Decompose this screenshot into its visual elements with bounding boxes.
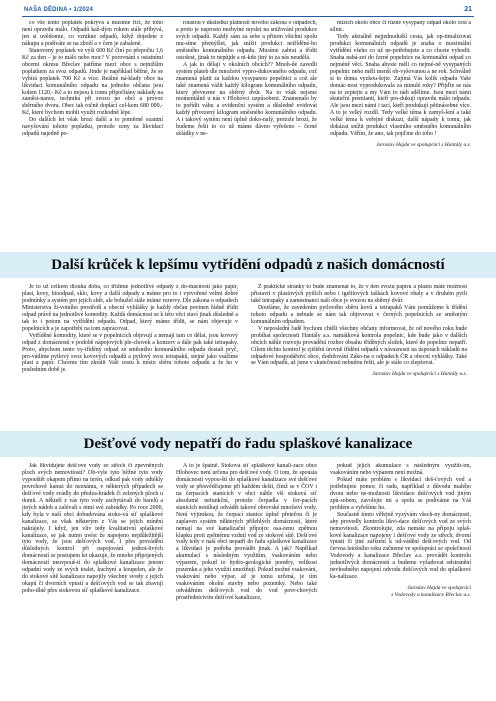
paragraph: Z praktické stránky to bude znamenat to, že v den svozu papíru a plastu máte možnost přistavit v plastových pytlích nebo i igelitových taškách kovové obaly a v druhém pytli také tetrapaky a zamestnanci naší obce je svezou na sběrný dvůr. [251,284,467,304]
article-2-columns [22,284,467,428]
article-3-signature [330,585,471,598]
article-2-column-1 [22,284,238,428]
article-3-columns [22,463,471,699]
paragraph: Stanovený poplatek ve výši 600 Kč činí po přepočtu 1,6 Kč za den – je to málo nebo moc? V porovnání s ostatními obcemi okresu Břeclav patříme mezi obce s nejnižším poplatkem za svoz odpadů. Jinde je například běžné, že se vybírá poplatek 700 Kč a více. Reálné ná-klady obce na likvidaci komunálního odpadu na jednoho občana jsou kolem 1120,- Kč a to nejsou k tomu připočítány náklady na zaměst-nance, techniku při svozu po obci a provoz sběrného dvora. Obec tak ročně doplácí cel-kem 680 000,- Kč, které bychom mohli využít rozhodně lépe. [22,47,163,117]
paragraph: roustou v důsledku platnosti nového zákona o odpadech, a proto je naprosto nezbytné myslet na snižování produkce svých odpadů. Každý sám za sebe a přitom všichni spolu mu-síme přemýšlet, jak snížit produkci netříděné-ho směsného komunálního odpadu. Musíme zabrat a třídit ostošest, jinak to nepůjde a ni-kdo jiný to za nás neudělá. [176,20,317,61]
article-2-title: Další krůček k lepšímu vytřídění odpadů z našich domácností [51,257,445,273]
article-3-title-band [0,431,496,457]
article-1-columns [22,20,471,252]
paragraph: co vše tento poplatek pokrývá a musíme říct, že toho není opravdu málo. Odpadů kaž-dým rokem stále přibývá, jen si uvědomte, co vznikne odpadů, když dojedete z nákupu a podíváte se na zboží a v čem je zabalené. [22,20,163,47]
paragraph: Doufáme, že zavedením pytlového sběru kovů a tetrapaků Vám pomůžeme k třídění tohoto odpadu a nebude se nám tak objevovat v černých popelnicích se směsným komunálním odpadem. [251,304,467,325]
signature-line: s Vodovody a kanalizace Břeclav a.s. [391,591,471,598]
paragraph: Pokud máte problém s likvidací deš-ťových vod a potřebujete pomoc či radu, například z důvodu malého dvora nebo ne-možnosti likvidace dešťových vod jiným způ-sobem, zavolejte mi a spolu se podíváme na Váš problém a vyřešíme ho. [330,476,471,511]
paragraph: Jak likvidujete dešťové vody ze střech či zpevněných ploch svých nemovitostí? Ob-vyle tyto běžné tyto vody vypouštět okapem přímo na terén, odkud pak vody odtékly povrchově kamsi do neznáma, v některých případech se dešťové vody svádly do předza-hrádek či zelených ploch u domů. A někteří z vás tyto vody zachytávali do barelů a jiných nádob a zalévali s nimi své zahrádky. Po roce 2000, kdy byla v naší obci dobudována stoko-vá síť splaškové kanalizace, se však některým z Vás se jejich mínění nakrájely. I když, jen vliv tedy kvalitativní splaškové kanalizace, se jak nutno uvést že napojeno nejdůležitější tyto vody, že jsou dešťových vod. I přes provádění důsledných kontrol při napojování jednot-livých domácností se postupem let ukazuje, že mnoho připojených domácností neuvpouš-tí do splaškové kanalizace jenom odpadní vody ze svých toalet, kuchyní a koupelen, ale že do stokové sítě kanalizace napojily všechny svody z jejich okapů či dvorních vpustí a dešťových vod se tak zbavují poho-dlně přes stokovou síť splaškové kanalizace. [22,463,163,595]
article-3-column-2 [176,463,317,699]
paragraph: Tedy aktuálně nejjednodušší cesta, jak op-timalizovat produkci komunálních odpadů je snaha o maximální vytřídění všeho co už ne-potřebujete a co chcete vyhodit. Snaha nahá-zet do černé popelnice na komunální odpad co nejméně věcí. Snaha abyste měli co nejmé-ně vysypaných popelnic nebo měli menší ob-vyšovanou a ne rok. Schválně si to doma vyzkou-šejte. Zajímá Vás kolik odpadu Vaše domác-nost vyprodukovala za minulé roky? Přijďte se nás na to zeptejte a my Vám to rádi sdělíme. Jsou mezi námi skuteční premianti, kteří pro-dukují opravdu málo odpadu. Ale jsou mezi námi i tací, kteří produkují pětinásobné více. A to je velký rozdíl. Tedy velké téma k zamyš-lení a také velké téma k veřejné diskuzi, další nápady k tomu, jak dokázat snížit produkci vlastního směsného komunálního odpadu. Věřím, že ano, tak pojďme do toho ! [330,33,471,138]
article-1-column-3 [330,20,471,252]
article-3-title: Dešťové vody nepatří do řadu splaškové kanalizace [83,436,413,452]
journal-name: NAŠA DĚDINA • 1/2024 [24,7,94,13]
page-number: 21 [464,6,472,13]
paragraph: Je to už celkem dlouhá doba, co třídíme jednotlivé odpady z do-mácností jako papír, plast, kovy, bioodpad, sklo, kovy a další odpady a máme pro to i vytvořené velmi dobré podmínky a systém pro jejich sběr, ale bohužel stále máme rezervy. Dle zákona o odpadech Ministerstva ži-votního prostředí a obecní vyhlášky je každý občan povinen řádně třídit odpad právě na jednotlivé komodity. Každá domácnost se k této věci staví jinak důsledně a tak to i potom na vytřídění odpadu. Odpad, který máme třídit, se nám objevuje v popelnicích a je zapotřebí na tom zapracovat. [22,284,238,332]
paragraph: A to je špatně. Stoková síť splaškové kanali-zace obce Hlohovec není určena pro dešťové vody. O tom, že spousta domácností vypou-ští do splaškové kanalizace své dešťové vody se přesvědčujeme při každém dešti, čímž se v ČOV i na čerpacích stanicích v obci náhle vši stoková síť absolutně nefunkční, protože čerpadla v čer-pacích stanicích nestíhají odvádět takové obrovské množství vody. Není výjimkou, že čerpací stanice úplně přetečou či je zaplaven systém některých přilehlých domácností, které nemají na své kanalizační přípojce osa-zenu zpětnou klapku proti zpětnému vzdutí vod ze stokové sítě. Dešťové vody tedy v naší obci nepatří do řadu splaškové kanalizace a likvidaci je potřeba provádět jinak. A jak? Napříkad akumulací s následným využitím, vsakováním nebo výparem, pokud to hydro-geologické poměry, velikost pozemku a jeho využití umožňují. Pokud možné vsakování, vsakování nebo výpar, až je tomu určená, je tím vsakováním okolní stavby nebo pozemky. Nebo také odváděním dešťových vod do vod povr-chových prostřednictvím dešťové kanalizace, [176,463,317,602]
running-header [22,4,474,16]
article-2-signature: Jaroslav Hajda ve spolupráci s Hantály a.s. [372,371,467,378]
article-1-signature: Jaroslav Hajda ve spolupráci s Hantály a.s. [376,142,471,149]
article-1-column-1 [22,20,163,252]
article-2-title-band [0,252,496,278]
paragraph: mizích okolo obce či různé vysypaný odpad okolo cest a silnic. [330,20,471,33]
paragraph: V neposlední řadě bychom chtěli všechny občany informovat, že od nového roku bude probíhat spolecnosti Hantály a.s. namátková kontrola popelnic, kde bude jako v dalších obcích náhle rozvoju provádění rozbor obsahu tříděných složek, které do popelnic nepatří. Cílem těchto kontrol je zjištění úrovně třídění odpadů v návaznosti na úsporách nákladů na odpadové hospodářství obce, dodržování Záko-na o odpadech ČR a obecní vyhlášky. Také se Vám odpadů, až jsme v skutečnosti nebudou řešit, ale je stále co zlepšovat. [251,325,467,367]
signature-line: Jaroslav Hajda ve spolupráci [407,585,471,592]
paragraph: Do dalších let však hrozí další a to poměrně ozantní navyšování tohoto poplatku, protože ceny za likvidaci odpadů najedně po- [22,117,163,138]
paragraph: Současně tímto věřejně vyzývám všech-ny domácnosti, aby provedly kontrolu likvi-dace dešťových vod ze svých nemovitostí. Zkontrolujte, zda nemáte na přípoju splaš-kové kanalizace napojeny i dešťové vody ze střech, dvorní vpusti či jiné zařízení k od-vádění dešťových vod. Od června letošního roku začneme ve spolupráci se společností Vodovody a kanalizace Břeclav a.s. provádět kontrolu jednotlivých domácností a budeme vyžadovat odstranění nevhodného napojení odvodu dešťových vod do splaškové ka-nalizace. [330,511,471,581]
article-2-column-2 [251,284,467,428]
article-3-column-1 [22,463,163,699]
paragraph: pokud jejich akumulace s následným využití-ím, vsakováním nebo výparem není možná. [330,463,471,476]
paragraph: Vytříděné komodity, které se v popelnicích objevují a nemají tam co dělat, jsou kovový odpad z domácností v podobě nápojových ple-chovek a konzerv a dále pak také tetrapaky. Proto, abychom tento vy-tříděný odpad ze směsného komunálního odpadu dostali pryč, pro-vádíme pytlový svoz kovových odpadů a pytlový svoz tetrapaků, stejně jako vsážíme plast a papír. Chceme tím zkrátit Vaši cestu k místu sběru tohoto odpadu a že ho v posledním době je. [22,332,238,374]
header-rule [22,16,474,17]
article-1-column-2 [176,20,317,252]
paragraph: A jak to dělají v okolních obcích?? Mnoh-de zavedli systém plateb dle množství vypro-dukovaného odpadu, což znamená platit za každou vysypanou popelnici a což ale také znamená vážit každý kilogram komunálního odpadu, který převezme na sběrný dvůr. Na to však nejsme momentálně u nás v Hlohovci uzpůsobeni. Znamenalo by to pořídit váhu a evidenční systém a důsledně evidovat každý přivezený kilogram směsného komunálního odpadu. A i takový systém není úplně doko-nalý, protože hrozí, že budeme řešit to co už máme dávno vyřešeno – černé skládky v ne- [176,61,317,138]
article-3-column-3 [330,463,471,699]
